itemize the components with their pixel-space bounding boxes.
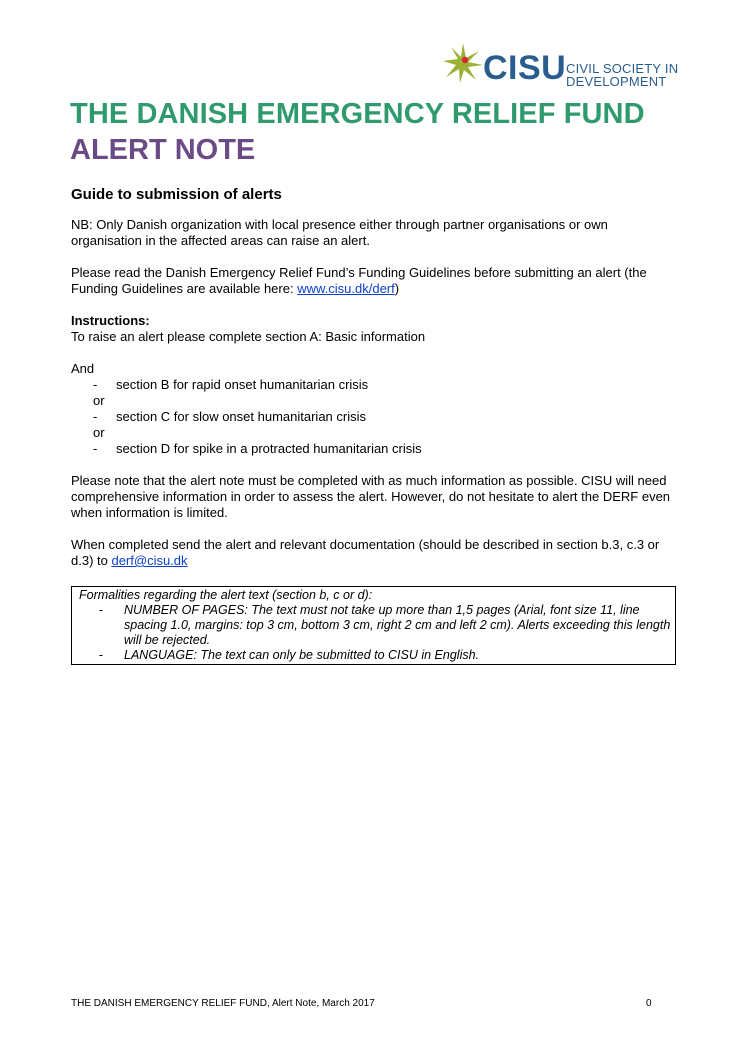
logo-wordmark: CISU — [483, 49, 567, 87]
instructions-block — [71, 313, 677, 345]
formalities-lead: Formalities regarding the alert text (section b, c or d): — [79, 588, 373, 602]
list-dash: - — [93, 377, 98, 392]
or-label: or — [93, 425, 105, 440]
list-dash: - — [93, 409, 98, 424]
formalities-item-language — [72, 648, 675, 663]
list-item-section-b — [71, 377, 677, 393]
list-item-text: section C for slow onset humanitarian crisis — [116, 409, 366, 424]
instructions-text: To raise an alert please complete section A: Basic information — [71, 329, 426, 344]
or-label: or — [93, 393, 105, 408]
nb-paragraph: NB: Only Danish organization with local presence either through partner organisations or own organisation in the affected areas can raise an alert. — [71, 217, 608, 248]
instructions-label: Instructions: — [71, 313, 150, 328]
funding-guidelines-close: ) — [394, 281, 400, 296]
formalities-item-pages — [72, 603, 675, 648]
funding-guidelines-text: Please read the Danish Emergency Relief Fund’s Funding Guidelines before submitting an alert (the Funding Guidelines are available here: — [71, 265, 647, 296]
formalities-box — [71, 586, 676, 665]
email-link[interactable]: derf@cisu.dk — [111, 553, 188, 568]
submission-paragraph — [71, 537, 677, 569]
completeness-note: Please note that the alert note must be completed with as much information as possible. CISU will need comprehensive information in order to assess the alert. However, do not hesitate to alert the DERF even when information is limited. — [71, 473, 671, 520]
formalities-item-text: NUMBER OF PAGES: The text must not take up more than 1,5 pages (Arial, font size 11, line spacing 1.0, margins: top 3 cm, bottom 3 cm, right 2 cm and left 2 cm). Alerts exceeding this length will be rejected. — [124, 603, 671, 647]
guide-heading: Guide to submission of alerts — [71, 186, 282, 203]
page-footer: THE DANISH EMERGENCY RELIEF FUND, Alert Note, March 2017 — [71, 998, 375, 1009]
list-dash: - — [98, 648, 103, 662]
list-item-text: section B for rapid onset humanitarian crisis — [116, 377, 369, 392]
list-item-section-c — [71, 409, 677, 425]
logo-tagline-line2: DEVELOPMENT — [566, 74, 667, 89]
submission-text: When completed send the alert and relevant documentation (should be described in section b.3, c.3 or d.3) to — [71, 537, 660, 568]
logo-tagline — [566, 62, 678, 88]
document-title: THE DANISH EMERGENCY RELIEF FUND — [70, 98, 645, 130]
and-label: And — [71, 361, 95, 376]
formalities-item-text: LANGUAGE: The text can only be submitted to CISU in English. — [124, 648, 480, 662]
funding-guidelines-paragraph — [71, 265, 677, 297]
list-item-text: section D for spike in a protracted humanitarian crisis — [116, 441, 422, 456]
list-dash: - — [98, 603, 103, 617]
list-dash: - — [93, 441, 98, 456]
list-item-section-d — [71, 441, 677, 457]
document-subtitle: ALERT NOTE — [70, 134, 256, 166]
guide-section — [71, 187, 677, 585]
cisu-logo — [441, 41, 681, 91]
star-figure-icon — [441, 41, 485, 85]
page-number: 0 — [646, 998, 652, 1009]
funding-guidelines-link[interactable]: www.cisu.dk/derf — [297, 281, 395, 296]
logo-tagline-line1: CIVIL SOCIETY IN — [566, 61, 679, 76]
